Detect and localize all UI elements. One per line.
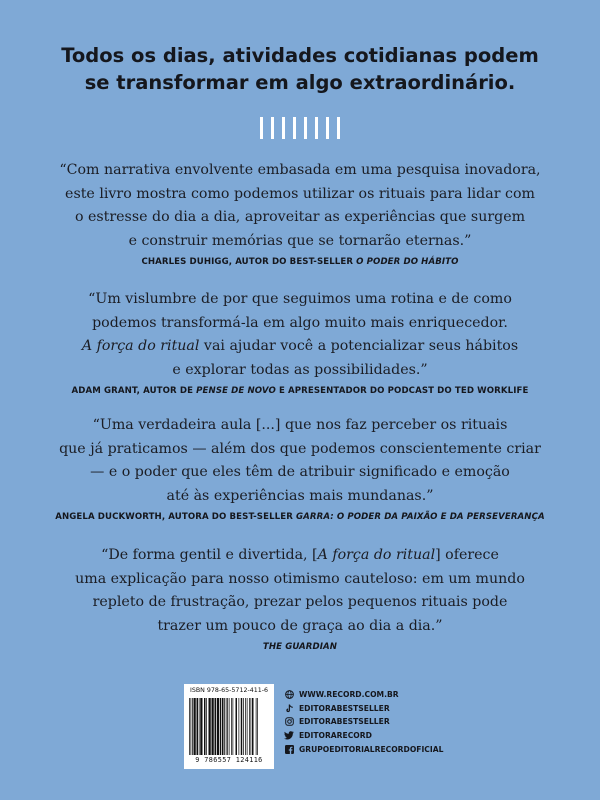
quote-guardian bbox=[0, 544, 600, 652]
barcode-bar bbox=[231, 698, 232, 755]
barcode-bar bbox=[197, 698, 199, 755]
isbn-label: ISBN 978-65-5712-411-6 bbox=[189, 687, 269, 694]
social-label: EDITORABESTSELLER bbox=[299, 703, 390, 713]
barcode-bar bbox=[233, 698, 234, 755]
quote-line: e construir memórias que se tornarão eternas.” bbox=[128, 232, 472, 249]
barcode-bars bbox=[187, 698, 271, 755]
barcode-bar bbox=[252, 698, 254, 755]
attribution-book-title: PENSE DE NOVO bbox=[196, 386, 276, 396]
barcode bbox=[184, 684, 274, 769]
barcode-bar bbox=[189, 698, 190, 755]
social-label: GRUPOEDITORIALRECORDOFICIAL bbox=[299, 744, 444, 754]
quote-line: repleto de frustração, prezar pelos pequenos rituais pode bbox=[92, 594, 508, 610]
headline-line-1: Todos os dias, atividades cotidianas podem bbox=[61, 44, 539, 67]
barcode-bar bbox=[194, 698, 196, 755]
social-label: EDITORARECORD bbox=[299, 731, 372, 741]
decorative-bars bbox=[0, 117, 600, 139]
social-label: EDITORABESTSELLER bbox=[299, 717, 390, 727]
bar bbox=[304, 117, 307, 139]
attribution-book-title: GARRA: O PODER DA PAIXÃO E DA PERSEVERANÇA bbox=[296, 512, 545, 522]
barcode-bar bbox=[222, 698, 224, 755]
bar bbox=[271, 117, 274, 139]
barcode-bar bbox=[200, 698, 202, 755]
barcode-bar bbox=[226, 698, 227, 755]
quote-line-text: ] oferece bbox=[435, 547, 499, 563]
quote-duhigg bbox=[0, 159, 600, 267]
barcode-bar bbox=[229, 698, 230, 755]
globe-icon bbox=[284, 690, 294, 700]
headline-line-2: se transformar em algo extraordinário. bbox=[84, 71, 516, 94]
social-website[interactable] bbox=[284, 688, 443, 702]
quote-line-text: “De forma gentil e divertida, [ bbox=[101, 547, 318, 563]
quote-line bbox=[0, 335, 600, 359]
tiktok-icon bbox=[284, 703, 294, 713]
barcode-bar bbox=[227, 698, 228, 755]
social-links bbox=[284, 688, 443, 756]
quote-line: até às experiências mais mundanas.” bbox=[166, 487, 434, 504]
barcode-bar bbox=[204, 698, 206, 755]
barcode-bar bbox=[256, 698, 257, 755]
attribution-text: ADAM GRANT, AUTOR DE bbox=[71, 386, 197, 396]
quote-line: e explorar todas as possibilidades.” bbox=[172, 361, 428, 378]
bar bbox=[260, 117, 263, 139]
quote-line: trazer um pouco de graça ao dia a dia.” bbox=[157, 617, 443, 634]
barcode-bar bbox=[215, 698, 217, 755]
barcode-bar bbox=[249, 698, 250, 755]
barcode-bar bbox=[239, 698, 240, 755]
barcode-bar bbox=[220, 698, 222, 755]
quote-line: este livro mostra como podemos utilizar os rituais para lidar com bbox=[65, 185, 535, 202]
social-twitter[interactable] bbox=[284, 729, 443, 743]
barcode-bar bbox=[257, 698, 258, 755]
bar bbox=[315, 117, 318, 139]
barcode-bar bbox=[241, 698, 243, 755]
quote-line: uma explicação para nosso otimismo cauteloso: em um mundo bbox=[75, 570, 525, 587]
attribution-text: ANGELA DUCKWORTH, AUTORA DO BEST-SELLER bbox=[55, 512, 296, 522]
headline bbox=[0, 42, 600, 96]
quote-line bbox=[0, 544, 600, 568]
quote-line: “Uma verdadeira aula [...] que nos faz perceber os rituais bbox=[92, 417, 508, 433]
facebook-icon bbox=[284, 744, 294, 754]
quote-attribution bbox=[0, 257, 600, 267]
barcode-bar bbox=[245, 698, 246, 755]
quote-line: “Um vislumbre de por que seguimos uma rotina e de como bbox=[88, 291, 512, 307]
twitter-icon bbox=[284, 731, 294, 741]
barcode-bar bbox=[209, 698, 211, 755]
quote-grant bbox=[0, 288, 600, 396]
barcode-bar bbox=[251, 698, 252, 755]
attribution-book-title: O PODER DO HÁBITO bbox=[356, 257, 459, 267]
social-instagram[interactable] bbox=[284, 715, 443, 729]
attribution-publication: THE GUARDIAN bbox=[262, 642, 338, 652]
social-tiktok[interactable] bbox=[284, 702, 443, 716]
quote-line: — e o poder que eles têm de atribuir significado e emoção bbox=[90, 464, 510, 480]
quote-attribution bbox=[0, 512, 600, 522]
barcode-bar bbox=[224, 698, 225, 755]
book-title: A força do ritual bbox=[81, 338, 200, 354]
barcode-bar bbox=[212, 698, 214, 755]
barcode-digits: 9 786557 124116 bbox=[195, 756, 263, 764]
barcode-bar bbox=[199, 698, 200, 755]
barcode-bar bbox=[236, 698, 238, 755]
barcode-bar bbox=[247, 698, 248, 755]
quote-line: que já praticamos — além dos que podemos conscientemente criar bbox=[59, 440, 541, 457]
quote-line: “Com narrativa envolvente embasada em uma pesquisa inovadora, bbox=[59, 162, 541, 178]
book-title: A força do ritual bbox=[317, 547, 436, 563]
attribution-text: CHARLES DUHIGG, AUTOR DO BEST-SELLER bbox=[141, 257, 357, 267]
barcode-bar bbox=[191, 698, 192, 755]
quote-attribution bbox=[0, 386, 600, 396]
bar bbox=[282, 117, 285, 139]
quote-line: podemos transformá-la em algo muito mais enriquecedor. bbox=[92, 314, 508, 331]
attribution-text: E APRESENTADOR DO PODCAST DO TED WORKLIFE bbox=[275, 386, 529, 396]
social-facebook[interactable] bbox=[284, 742, 443, 756]
bar bbox=[293, 117, 296, 139]
bar bbox=[337, 117, 340, 139]
quote-line: o estresse do dia a dia, aproveitar as experiências que surgem bbox=[74, 209, 526, 225]
quote-line-text: vai ajudar você a potencializar seus hábitos bbox=[199, 338, 519, 354]
quote-duckworth bbox=[0, 414, 600, 522]
bar bbox=[326, 117, 329, 139]
barcode-bar bbox=[206, 698, 207, 755]
barcode-bar bbox=[192, 698, 193, 755]
instagram-icon bbox=[284, 717, 294, 727]
social-label: WWW.RECORD.COM.BR bbox=[299, 690, 399, 700]
quote-attribution bbox=[0, 642, 600, 652]
barcode-bar bbox=[217, 698, 219, 755]
barcode-bar bbox=[243, 698, 244, 755]
